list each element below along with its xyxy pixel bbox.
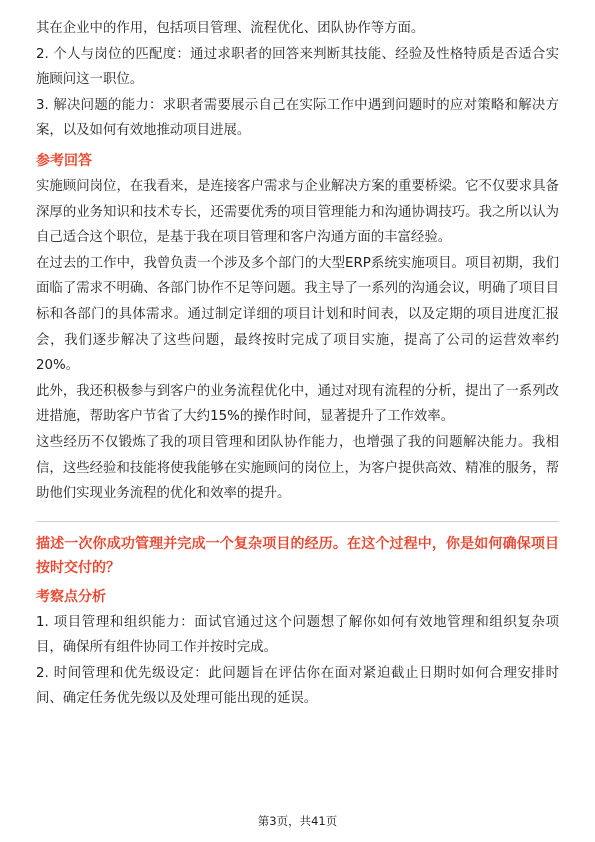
intro-point-2: 2. 个人与岗位的匹配度：通过求职者的回答来判断其技能、经验及性格特质是否适合实施顾问这一职位。	[36, 46, 559, 88]
answer-paragraph-3: 此外，我还积极参与到客户的业务流程优化中，通过对现有流程的分析，提出了一系列改进措施，帮助客户节省了大约15%的操作时间，显著提升了工作效率。	[36, 383, 559, 425]
answer-paragraph-2: 在过去的工作中，我曾负责一个涉及多个部门的大型ERP系统实施项目。项目初期，我们面临了需求不明确、各部门协作不足等问题。我主导了一系列的沟通会议，明确了项目目标和各部门的具体需求。通过制定详细的项目计划和时间表，以及定期的项目进度汇报会，我们逐步解决了这些问题，最终按时完成了项目实施，提高了公司的运营效率约20%。	[36, 255, 559, 374]
document-page	[36, 16, 559, 712]
analysis-point-1: 1. 项目管理和组织能力：面试官通过这个问题想了解你如何有效地管理和组织复杂项目，确保所有组件协同工作并按时完成。	[36, 614, 559, 656]
intro-point-3: 3. 解决问题的能力：求职者需要展示自己在实际工作中遇到问题时的应对策略和解决方案，以及如何有效地推动项目进展。	[36, 97, 559, 139]
intro-continuation: 其在企业中的作用，包括项目管理、流程优化、团队协作等方面。	[36, 21, 425, 36]
page-footer: 第3页，共41页	[257, 814, 338, 828]
answer-paragraph-1: 实施顾问岗位，在我看来，是连接客户需求与企业解决方案的重要桥梁。它不仅要求具备深厚的业务知识和技术专长，还需要优秀的项目管理能力和沟通协调技巧。我之所以认为自己适合这个职位，是基于我在项目管理和客户沟通方面的丰富经验。	[36, 178, 559, 246]
analysis-heading: 考察点分析	[36, 588, 106, 605]
answer-paragraph-4: 这些经历不仅锻炼了我的项目管理和团队协作能力，也增强了我的问题解决能力。我相信，这些经验和技能将使我能够在实施顾问的岗位上，为客户提供高效、精准的服务，帮助他们实现业务流程的优化和效率的提升。	[36, 434, 559, 502]
question-title: 描述一次你成功管理并完成一个复杂项目的经历。在这个过程中，你是如何确保项目按时交付的？	[36, 535, 559, 576]
answer-heading: 参考回答	[36, 152, 92, 169]
section-divider	[36, 521, 559, 522]
analysis-point-2: 2. 时间管理和优先级设定：此问题旨在评估你在面对紧迫截止日期时如何合理安排时间、确定任务优先级以及处理可能出现的延误。	[36, 665, 559, 707]
